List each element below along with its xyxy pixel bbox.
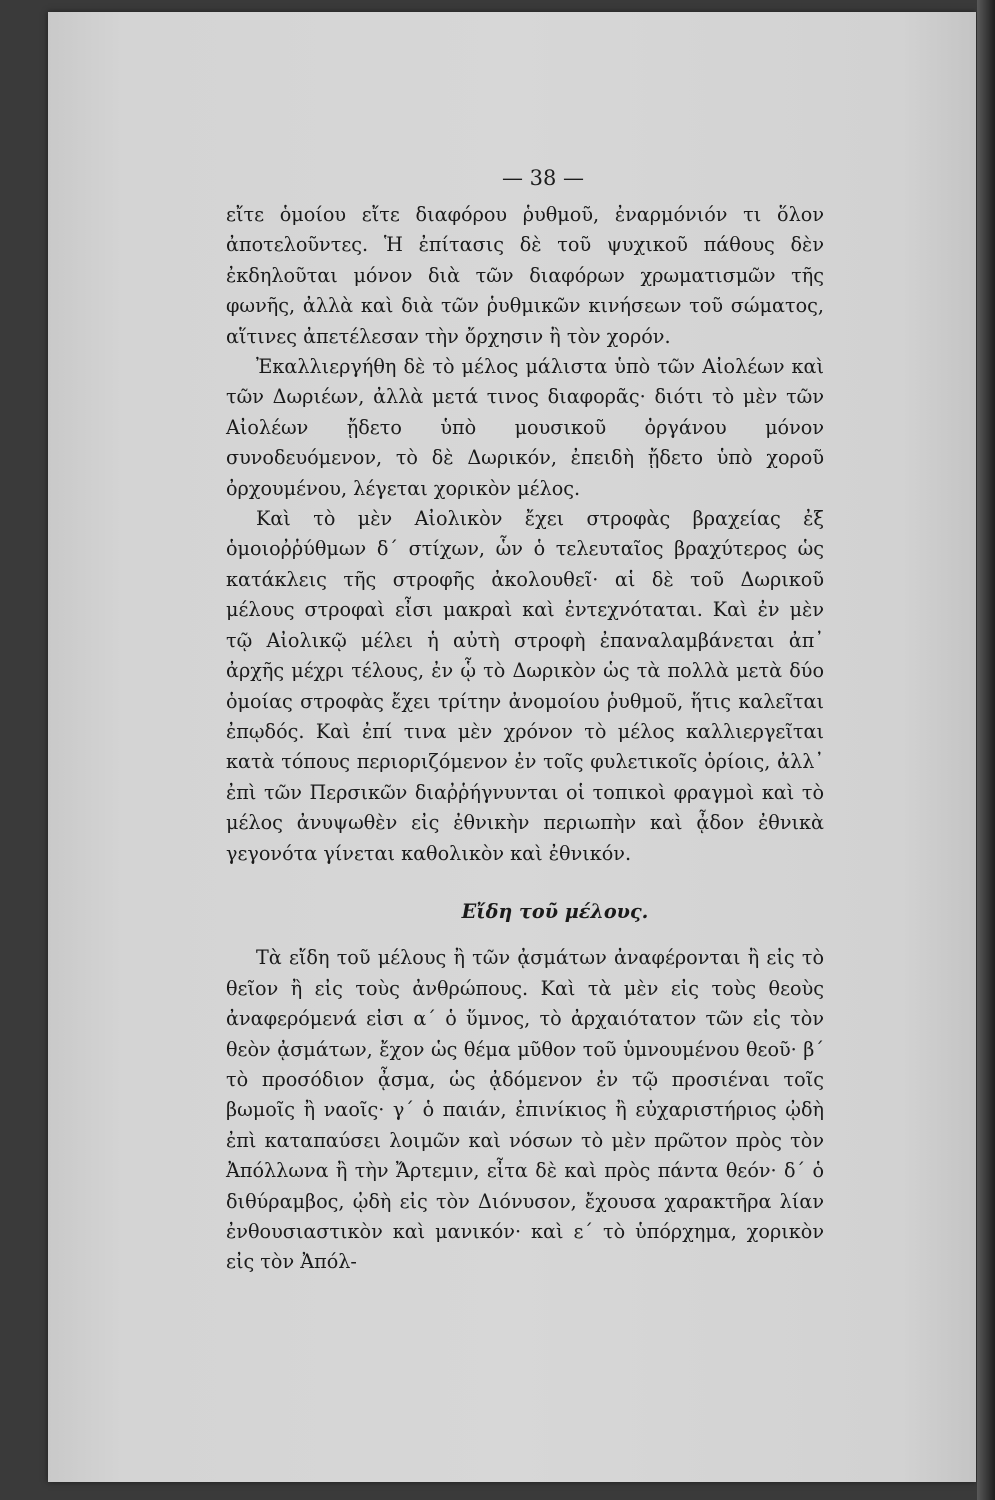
section-heading: Εἴδη τοῦ μέλους.: [461, 899, 649, 923]
paragraph: Ἐκαλλιεργήθη δὲ τὸ μέλος μάλιστα ὑπὸ τῶν Αἰολέων καὶ τῶν Δωριέων, ἀλλὰ μετά τινος διαφορᾶς· διότι τὸ μὲν τῶν Αἰολέων ᾔδετο ὑπὸ μουσικοῦ ὀργάνου μόνον συνοδευόμενον, τὸ δὲ Δωρικόν, ἐπειδὴ ᾔδετο ὑπὸ χοροῦ ὀρχουμένου, λέγεται χορικὸν μέλος.: [226, 355, 824, 500]
paragraph: εἴτε ὁμοίου εἴτε διαφόρου ῥυθμοῦ, ἐναρμόνιόν τι ὅλον ἀποτελοῦντες. Ἡ ἐπίτασις δὲ τοῦ ψυχικοῦ πάθους δὲν ἐκδηλοῦται μόνον διὰ τῶν διαφόρων χρωματισμῶν τῆς φωνῆς, ἀλλὰ καὶ διὰ τῶν ῥυθμικῶν κινήσεων τοῦ σώματος, αἵτινες ἀπετέλεσαν τὴν ὄρχησιν ἢ τὸν χορόν.: [226, 203, 824, 348]
paragraph: Τὰ εἴδη τοῦ μέλους ἢ τῶν ᾀσμάτων ἀναφέρονται ἢ εἰς τὸ θεῖον ἢ εἰς τοὺς ἀνθρώπους. Καὶ τὰ μὲν εἰς τοὺς θεοὺς ἀναφερόμενά εἰσι α΄ ὁ ὕμνος, τὸ ἀρχαιότατον τῶν εἰς τὸν θεὸν ᾀσμάτων, ἔχον ὡς θέμα μῦθον τοῦ ὑμνουμένου θεοῦ· β΄ τὸ προσόδιον ᾆσμα, ὡς ᾀδόμενον ἐν τῷ προσιέναι τοῖς βωμοῖς ἢ ναοῖς· γ΄ ὁ παιάν, ἐπινίκιος ἢ εὐχαριστήριος ᾠδὴ ἐπὶ καταπαύσει λοιμῶν καὶ νόσων τὸ μὲν πρῶτον πρὸς τὸν Ἀπόλλωνα ἢ τὴν Ἄρτεμιν, εἶτα δὲ καὶ πρὸς πάντα θεόν· δ΄ ὁ διθύραμβος, ᾠδὴ εἰς τὸν Διόνυσον, ἔχουσα χαρακτῆρα λίαν ἐνθουσιαστικὸν καὶ μανικόν· καὶ ε΄ τὸ ὑπόρχημα, χορικὸν εἰς τὸν Ἀπόλ-: [226, 946, 824, 1274]
book-binding-edge: [977, 0, 995, 1500]
page-number: — 38 —: [501, 166, 585, 190]
body-text: [226, 200, 824, 1278]
paragraph: Καὶ τὸ μὲν Αἰολικὸν ἔχει στροφὰς βραχείας ἐξ ὁμοιοῤῥύθμων δ΄ στίχων, ὧν ὁ τελευταῖος βραχύτερος ὡς κατάκλεις τῆς στροφῆς ἀκολουθεῖ· αἱ δὲ τοῦ Δωρικοῦ μέλους στροφαὶ εἶσι μακραὶ καὶ ἐντεχνόταται. Καὶ ἐν μὲν τῷ Αἰολικῷ μέλει ἡ αὐτὴ στροφὴ ἐπαναλαμβάνεται ἀπ᾽ ἀρχῆς μέχρι τέλους, ἐν ᾧ τὸ Δωρικὸν ὡς τὰ πολλὰ μετὰ δύο ὁμοίας στροφὰς ἔχει τρίτην ἀνομοίου ῥυθμοῦ, ἥτις καλεῖται ἐπῳδός. Καὶ ἐπί τινα μὲν χρόνον τὸ μέλος καλλιεργεῖται κατὰ τόπους περιοριζόμενον ἐν τοῖς φυλετικοῖς ὁρίοις, ἀλλ᾽ ἐπὶ τῶν Περσικῶν διαῤῥήγνυνται οἱ τοπικοὶ φραγμοὶ καὶ τὸ μέλος ἀνυψωθὲν εἰς ἐθνικὴν περιωπὴν καὶ ᾆδον ἐθνικὰ γεγονότα γίνεται καθολικὸν καὶ ἐθνικόν.: [226, 507, 824, 865]
